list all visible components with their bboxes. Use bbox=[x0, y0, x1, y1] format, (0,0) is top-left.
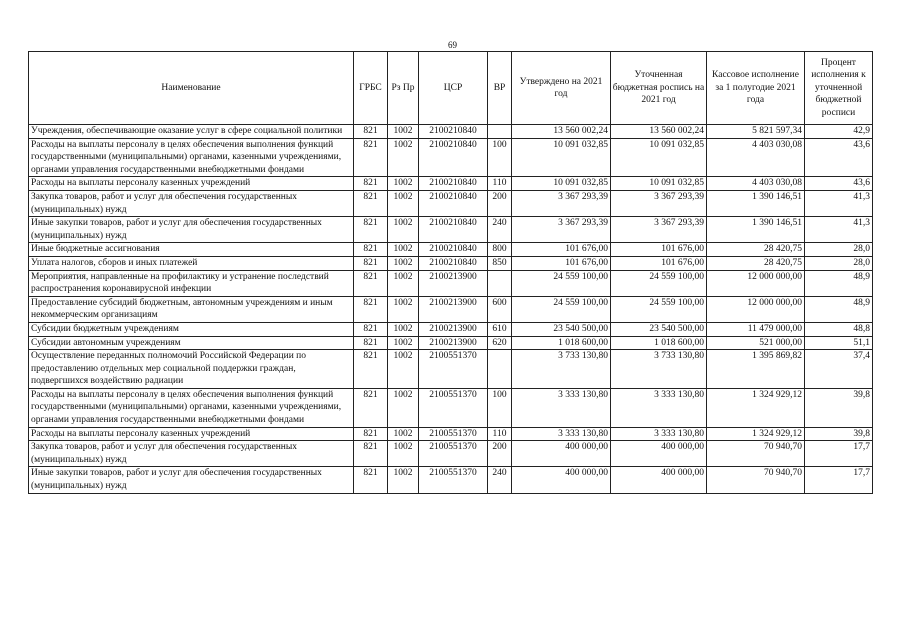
budget-execution-table bbox=[28, 51, 873, 494]
cell-csr: 2100551370 bbox=[419, 388, 488, 427]
table-row bbox=[29, 138, 873, 177]
cell-cash: 4 403 030,08 bbox=[707, 177, 805, 191]
cell-name: Предоставление субсидий бюджетным, автономным учреждениям и иным некоммерческим организациям bbox=[29, 296, 354, 322]
table-row bbox=[29, 296, 873, 322]
cell-percent: 17,7 bbox=[805, 467, 873, 493]
cell-cash: 1 395 869,82 bbox=[707, 350, 805, 389]
cell-grbs: 821 bbox=[354, 138, 388, 177]
header-name: Наименование bbox=[29, 52, 354, 125]
cell-percent: 39,8 bbox=[805, 388, 873, 427]
cell-rzpr: 1002 bbox=[388, 177, 419, 191]
cell-name: Расходы на выплаты персоналу в целях обеспечения выполнения функций государственными (муниципальными) органами, казенными учреждениями, органами управления государственными внебюджетными фондами bbox=[29, 388, 354, 427]
cell-approved: 3 333 130,80 bbox=[512, 388, 611, 427]
cell-csr: 2100210840 bbox=[419, 190, 488, 216]
header-cash: Кассовое исполнение за 1 полугодие 2021 года bbox=[707, 52, 805, 125]
cell-revised: 400 000,00 bbox=[611, 467, 707, 493]
table-row bbox=[29, 256, 873, 270]
cell-csr: 2100551370 bbox=[419, 441, 488, 467]
cell-cash: 5 821 597,34 bbox=[707, 125, 805, 139]
cell-percent: 17,7 bbox=[805, 441, 873, 467]
cell-revised: 10 091 032,85 bbox=[611, 138, 707, 177]
cell-rzpr: 1002 bbox=[388, 296, 419, 322]
cell-cash: 521 000,00 bbox=[707, 336, 805, 350]
cell-cash: 12 000 000,00 bbox=[707, 270, 805, 296]
table-row bbox=[29, 270, 873, 296]
cell-approved: 101 676,00 bbox=[512, 256, 611, 270]
cell-rzpr: 1002 bbox=[388, 138, 419, 177]
cell-approved: 1 018 600,00 bbox=[512, 336, 611, 350]
cell-vr: 600 bbox=[488, 296, 512, 322]
table-row bbox=[29, 125, 873, 139]
cell-csr: 2100210840 bbox=[419, 217, 488, 243]
header-row bbox=[29, 52, 873, 125]
cell-percent: 43,6 bbox=[805, 138, 873, 177]
cell-csr: 2100213900 bbox=[419, 322, 488, 336]
cell-rzpr: 1002 bbox=[388, 350, 419, 389]
cell-approved: 10 091 032,85 bbox=[512, 138, 611, 177]
cell-approved: 24 559 100,00 bbox=[512, 296, 611, 322]
cell-approved: 3 733 130,80 bbox=[512, 350, 611, 389]
table-row bbox=[29, 243, 873, 257]
cell-vr: 240 bbox=[488, 467, 512, 493]
cell-cash: 70 940,70 bbox=[707, 467, 805, 493]
cell-csr: 2100210840 bbox=[419, 125, 488, 139]
cell-revised: 1 018 600,00 bbox=[611, 336, 707, 350]
cell-csr: 2100210840 bbox=[419, 243, 488, 257]
cell-name: Расходы на выплаты персоналу казенных учреждений bbox=[29, 177, 354, 191]
cell-grbs: 821 bbox=[354, 388, 388, 427]
cell-name: Субсидии автономным учреждениям bbox=[29, 336, 354, 350]
cell-grbs: 821 bbox=[354, 322, 388, 336]
cell-grbs: 821 bbox=[354, 441, 388, 467]
cell-name: Закупка товаров, работ и услуг для обеспечения государственных (муниципальных) нужд bbox=[29, 190, 354, 216]
header-vr: ВР bbox=[488, 52, 512, 125]
cell-csr: 2100210840 bbox=[419, 138, 488, 177]
header-revised: Уточненная бюджетная роспись на 2021 год bbox=[611, 52, 707, 125]
cell-vr: 610 bbox=[488, 322, 512, 336]
cell-cash: 11 479 000,00 bbox=[707, 322, 805, 336]
cell-name: Осуществление переданных полномочий Российской Федерации по предоставлению отдельных мер социальной поддержки граждан, подвергшихся воздействию радиации bbox=[29, 350, 354, 389]
cell-name: Закупка товаров, работ и услуг для обеспечения государственных (муниципальных) нужд bbox=[29, 441, 354, 467]
cell-vr: 240 bbox=[488, 217, 512, 243]
cell-name: Учреждения, обеспечивающие оказание услуг в сфере социальной политики bbox=[29, 125, 354, 139]
cell-name: Иные закупки товаров, работ и услуг для обеспечения государственных (муниципальных) нужд bbox=[29, 217, 354, 243]
cell-cash: 1 390 146,51 bbox=[707, 217, 805, 243]
cell-rzpr: 1002 bbox=[388, 125, 419, 139]
cell-revised: 3 733 130,80 bbox=[611, 350, 707, 389]
header-percent: Процент исполнения к уточненной бюджетной росписи bbox=[805, 52, 873, 125]
cell-percent: 28,0 bbox=[805, 243, 873, 257]
cell-rzpr: 1002 bbox=[388, 336, 419, 350]
table-body bbox=[29, 125, 873, 494]
cell-vr bbox=[488, 125, 512, 139]
cell-approved: 3 333 130,80 bbox=[512, 427, 611, 441]
cell-revised: 400 000,00 bbox=[611, 441, 707, 467]
cell-percent: 41,3 bbox=[805, 190, 873, 216]
cell-cash: 1 324 929,12 bbox=[707, 427, 805, 441]
cell-revised: 3 333 130,80 bbox=[611, 427, 707, 441]
cell-grbs: 821 bbox=[354, 256, 388, 270]
cell-cash: 12 000 000,00 bbox=[707, 296, 805, 322]
cell-revised: 24 559 100,00 bbox=[611, 296, 707, 322]
cell-csr: 2100213900 bbox=[419, 296, 488, 322]
cell-cash: 4 403 030,08 bbox=[707, 138, 805, 177]
table-row bbox=[29, 388, 873, 427]
cell-cash: 1 390 146,51 bbox=[707, 190, 805, 216]
cell-grbs: 821 bbox=[354, 243, 388, 257]
cell-approved: 3 367 293,39 bbox=[512, 190, 611, 216]
cell-cash: 1 324 929,12 bbox=[707, 388, 805, 427]
cell-vr: 200 bbox=[488, 190, 512, 216]
cell-rzpr: 1002 bbox=[388, 322, 419, 336]
cell-approved: 400 000,00 bbox=[512, 441, 611, 467]
header-grbs: ГРБС bbox=[354, 52, 388, 125]
cell-rzpr: 1002 bbox=[388, 217, 419, 243]
cell-vr: 200 bbox=[488, 441, 512, 467]
cell-percent: 28,0 bbox=[805, 256, 873, 270]
cell-approved: 24 559 100,00 bbox=[512, 270, 611, 296]
cell-vr: 100 bbox=[488, 138, 512, 177]
table-row bbox=[29, 336, 873, 350]
table-row bbox=[29, 177, 873, 191]
cell-rzpr: 1002 bbox=[388, 243, 419, 257]
cell-rzpr: 1002 bbox=[388, 467, 419, 493]
cell-revised: 10 091 032,85 bbox=[611, 177, 707, 191]
cell-csr: 2100213900 bbox=[419, 270, 488, 296]
cell-percent: 37,4 bbox=[805, 350, 873, 389]
cell-revised: 24 559 100,00 bbox=[611, 270, 707, 296]
cell-vr: 110 bbox=[488, 427, 512, 441]
cell-approved: 23 540 500,00 bbox=[512, 322, 611, 336]
cell-grbs: 821 bbox=[354, 270, 388, 296]
cell-name: Расходы на выплаты персоналу в целях обеспечения выполнения функций государственными (муниципальными) органами, казенными учреждениями, органами управления государственными внебюджетными фондами bbox=[29, 138, 354, 177]
cell-grbs: 821 bbox=[354, 336, 388, 350]
cell-rzpr: 1002 bbox=[388, 190, 419, 216]
cell-csr: 2100210840 bbox=[419, 256, 488, 270]
cell-grbs: 821 bbox=[354, 190, 388, 216]
cell-cash: 28 420,75 bbox=[707, 243, 805, 257]
cell-rzpr: 1002 bbox=[388, 441, 419, 467]
cell-revised: 3 367 293,39 bbox=[611, 217, 707, 243]
header-rzpr: Рз Пр bbox=[388, 52, 419, 125]
table-row bbox=[29, 427, 873, 441]
cell-vr: 620 bbox=[488, 336, 512, 350]
cell-vr bbox=[488, 270, 512, 296]
cell-approved: 101 676,00 bbox=[512, 243, 611, 257]
cell-rzpr: 1002 bbox=[388, 270, 419, 296]
page-number: 69 bbox=[448, 40, 457, 50]
cell-rzpr: 1002 bbox=[388, 388, 419, 427]
cell-rzpr: 1002 bbox=[388, 427, 419, 441]
cell-name: Субсидии бюджетным учреждениям bbox=[29, 322, 354, 336]
cell-percent: 42,9 bbox=[805, 125, 873, 139]
cell-revised: 101 676,00 bbox=[611, 256, 707, 270]
cell-csr: 2100551370 bbox=[419, 350, 488, 389]
cell-approved: 13 560 002,24 bbox=[512, 125, 611, 139]
cell-cash: 70 940,70 bbox=[707, 441, 805, 467]
cell-percent: 39,8 bbox=[805, 427, 873, 441]
cell-vr: 100 bbox=[488, 388, 512, 427]
cell-grbs: 821 bbox=[354, 296, 388, 322]
cell-vr: 850 bbox=[488, 256, 512, 270]
cell-csr: 2100551370 bbox=[419, 467, 488, 493]
cell-percent: 43,6 bbox=[805, 177, 873, 191]
cell-vr: 800 bbox=[488, 243, 512, 257]
cell-name: Мероприятия, направленные на профилактику и устранение последствий распространения коронавирусной инфекции bbox=[29, 270, 354, 296]
cell-percent: 41,3 bbox=[805, 217, 873, 243]
cell-rzpr: 1002 bbox=[388, 256, 419, 270]
cell-approved: 10 091 032,85 bbox=[512, 177, 611, 191]
cell-percent: 48,8 bbox=[805, 322, 873, 336]
cell-name: Уплата налогов, сборов и иных платежей bbox=[29, 256, 354, 270]
cell-grbs: 821 bbox=[354, 217, 388, 243]
cell-grbs: 821 bbox=[354, 350, 388, 389]
cell-revised: 3 333 130,80 bbox=[611, 388, 707, 427]
cell-csr: 2100213900 bbox=[419, 336, 488, 350]
table-row bbox=[29, 350, 873, 389]
table-row bbox=[29, 217, 873, 243]
table-row bbox=[29, 190, 873, 216]
cell-revised: 13 560 002,24 bbox=[611, 125, 707, 139]
header-approved: Утверждено на 2021 год bbox=[512, 52, 611, 125]
table-row bbox=[29, 322, 873, 336]
cell-percent: 48,9 bbox=[805, 270, 873, 296]
cell-percent: 51,1 bbox=[805, 336, 873, 350]
cell-vr bbox=[488, 350, 512, 389]
cell-csr: 2100210840 bbox=[419, 177, 488, 191]
cell-vr: 110 bbox=[488, 177, 512, 191]
cell-csr: 2100551370 bbox=[419, 427, 488, 441]
cell-approved: 3 367 293,39 bbox=[512, 217, 611, 243]
cell-percent: 48,9 bbox=[805, 296, 873, 322]
table-row bbox=[29, 467, 873, 493]
cell-name: Иные закупки товаров, работ и услуг для обеспечения государственных (муниципальных) нужд bbox=[29, 467, 354, 493]
cell-revised: 23 540 500,00 bbox=[611, 322, 707, 336]
header-csr: ЦСР bbox=[419, 52, 488, 125]
cell-grbs: 821 bbox=[354, 125, 388, 139]
cell-approved: 400 000,00 bbox=[512, 467, 611, 493]
table-row bbox=[29, 441, 873, 467]
cell-name: Иные бюджетные ассигнования bbox=[29, 243, 354, 257]
cell-grbs: 821 bbox=[354, 427, 388, 441]
cell-revised: 101 676,00 bbox=[611, 243, 707, 257]
cell-grbs: 821 bbox=[354, 177, 388, 191]
cell-revised: 3 367 293,39 bbox=[611, 190, 707, 216]
cell-grbs: 821 bbox=[354, 467, 388, 493]
cell-name: Расходы на выплаты персоналу казенных учреждений bbox=[29, 427, 354, 441]
cell-cash: 28 420,75 bbox=[707, 256, 805, 270]
